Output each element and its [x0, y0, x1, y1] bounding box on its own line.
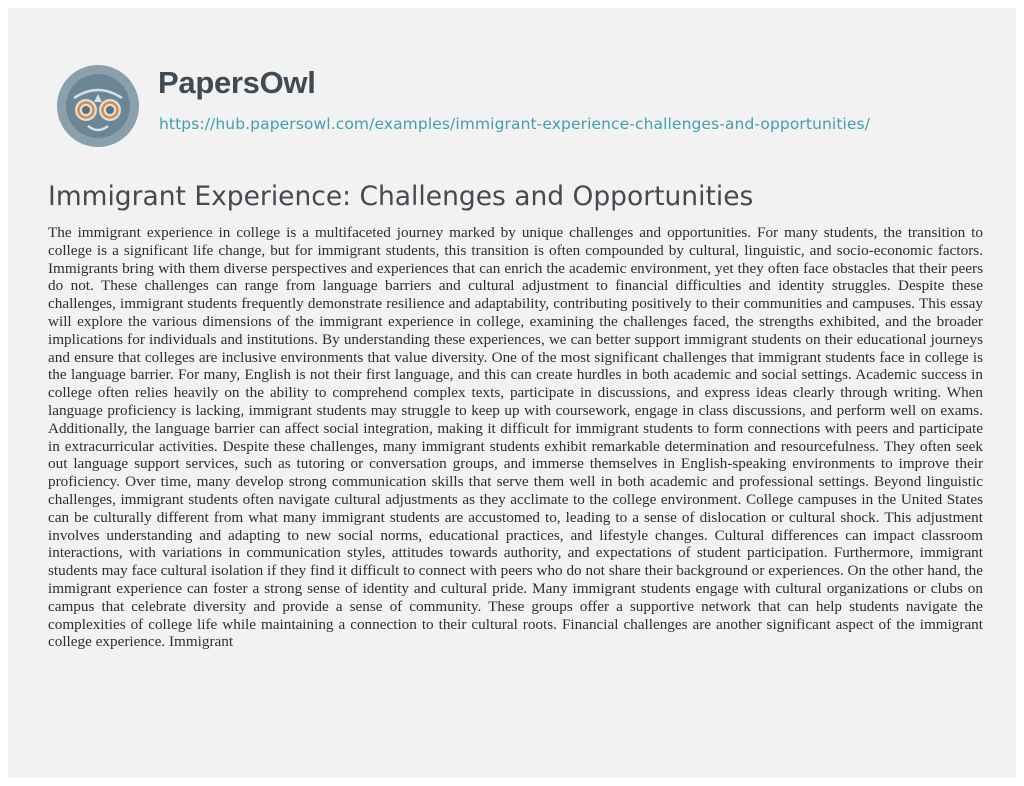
document-page — [8, 8, 1016, 778]
essay-body: The immigrant experience in college is a multifaceted journey marked by unique challenges and opportunities. For many students, the transition to college is a significant life change, but for immigrant students, this transition is often compounded by cultural, linguistic, and socio-economic factors. Immigrants bring with them diverse perspectives and experiences that can enrich the academic environment, yet they often face obstacles that their peers do not. These challenges can range from language barriers and cultural adjustment to financial difficulties and identity struggles. Despite these challenges, immigrant students frequently demonstrate resilience and adaptability, contributing positively to their communities and campuses. This essay will explore the various dimensions of the immigrant experience in college, examining the challenges faced, the strengths exhibited, and the broader implications for individuals and institutions. By understanding these experiences, we can better support immigrant students on their educational journeys and ensure that colleges are inclusive environments that value diversity. One of the most significant challenges that immigrant students face in college is the language barrier. For many, English is not their first language, and this can create hurdles in both academic and social settings. Academic success in college often relies heavily on the ability to comprehend complex texts, participate in discussions, and express ideas clearly through writing. When language proficiency is lacking, immigrant students may struggle to keep up with coursework, engage in class discussions, and perform well on exams. Additionally, the language barrier can affect social integration, making it difficult for immigrant students to form connections with peers and participate in extracurricular activities. Despite these challenges, many immigrant students exhibit remarkable determination and resourcefulness. They often seek out language support services, such as tutoring or conversation groups, and immerse themselves in English-speaking environments to improve their proficiency. Over time, many develop strong communication skills that serve them well in both academic and professional settings. Beyond linguistic challenges, immigrant students often navigate cultural adjustments as they acclimate to the college environment. College campuses in the United States can be culturally different from what many immigrant students are accustomed to, leading to a sense of dislocation or cultural shock. This adjustment involves understanding and adapting to new social norms, educational practices, and lifestyle changes. Cultural differences can impact classroom interactions, with variations in communication styles, attitudes towards authority, and expectations of student participation. Furthermore, immigrant students may face cultural isolation if they find it difficult to connect with peers who do not share their background or experiences. On the other hand, the immigrant experience can foster a strong sense of identity and cultural pride. Many immigrant students engage with cultural organizations or clubs on campus that celebrate diversity and provide a sense of community. These groups offer a supportive network that can help students navigate the complexities of college life while maintaining a connection to their cultural roots. Financial challenges are another significant aspect of the immigrant college experience. Immigrant — [48, 224, 983, 651]
brand-name: PapersOwl — [158, 65, 316, 100]
site-header — [48, 64, 968, 144]
source-url-link[interactable]: https://hub.papersowl.com/examples/immigrant-experience-challenges-and-opportunities/ — [159, 115, 871, 133]
page-title: Immigrant Experience: Challenges and Opportunities — [48, 181, 754, 212]
owl-logo-icon — [56, 64, 140, 148]
